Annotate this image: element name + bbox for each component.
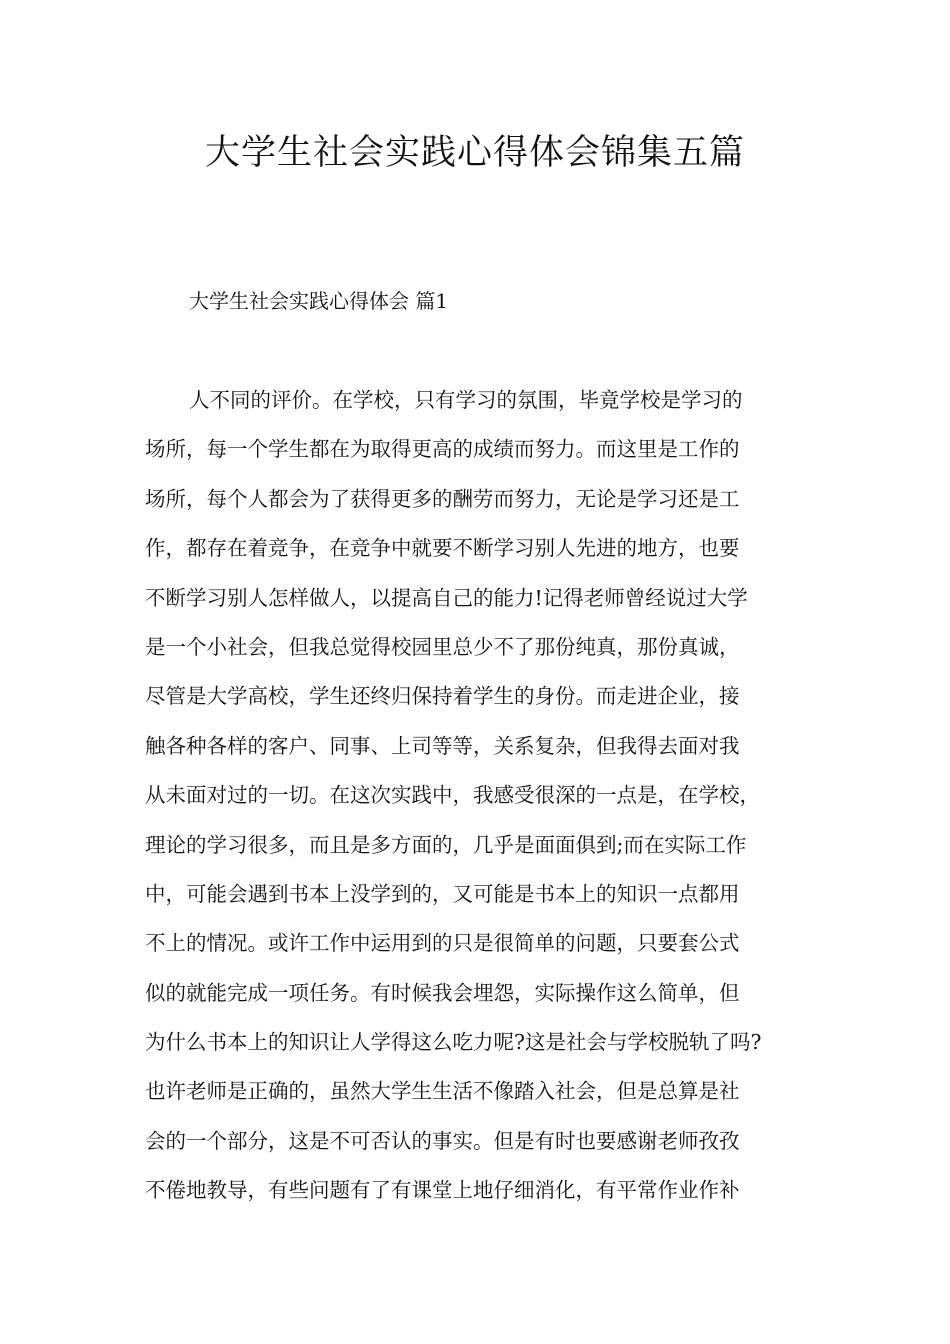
paragraph-line: 触各种各样的客户、同事、上司等等，关系复杂，但我得去面对我 bbox=[145, 733, 740, 758]
body-paragraph bbox=[145, 384, 845, 1224]
paragraph-line: 场所，每个人都会为了获得更多的酬劳而努力，无论是学习还是工 bbox=[145, 486, 740, 511]
document-title: 大学生社会实践心得体会锦集五篇 bbox=[204, 133, 745, 173]
paragraph-line: 不倦地教导，有些问题有了有课堂上地仔细消化，有平常作业作补 bbox=[145, 1178, 740, 1203]
paragraph-line: 为什么书本上的知识让人学得这么吃力呢?这是社会与学校脱轨了吗? bbox=[145, 1030, 762, 1055]
paragraph-line: 人不同的评价。在学校，只有学习的氛围，毕竟学校是学习的 bbox=[189, 388, 743, 412]
paragraph-line: 似的就能完成一项任务。有时候我会埋怨，实际操作这么简单，但 bbox=[145, 980, 740, 1005]
paragraph-line: 从未面对过的一切。在这次实践中，我感受很深的一点是，在学校， bbox=[145, 783, 760, 808]
paragraph-line: 不断学习别人怎样做人，以提高自己的能力!记得老师曾经说过大学 bbox=[145, 585, 748, 610]
section-heading: 大学生社会实践心得体会 篇1 bbox=[189, 289, 449, 313]
paragraph-line: 中，可能会遇到书本上没学到的，又可能是书本上的知识一点都用 bbox=[145, 881, 740, 906]
paragraph-line: 是一个小社会，但我总觉得校园里总少不了那份纯真，那份真诚， bbox=[145, 634, 740, 659]
paragraph-line: 理论的学习很多，而且是多方面的，几乎是面面俱到;而在实际工作 bbox=[145, 832, 747, 857]
paragraph-line: 尽管是大学高校，学生还终归保持着学生的身份。而走进企业，接 bbox=[145, 684, 740, 709]
paragraph-line: 作，都存在着竞争，在竞争中就要不断学习别人先进的地方，也要 bbox=[145, 536, 740, 561]
paragraph-line: 会的一个部分，这是不可否认的事实。但是有时也要感谢老师孜孜 bbox=[145, 1128, 740, 1153]
paragraph-line: 不上的情况。或许工作中运用到的只是很简单的问题，只要套公式 bbox=[145, 931, 740, 956]
paragraph-line: 也许老师是正确的，虽然大学生生活不像踏入社会，但是总算是社 bbox=[145, 1079, 740, 1104]
paragraph-line: 场所，每一个学生都在为取得更高的成绩而努力。而这里是工作的 bbox=[145, 437, 740, 462]
